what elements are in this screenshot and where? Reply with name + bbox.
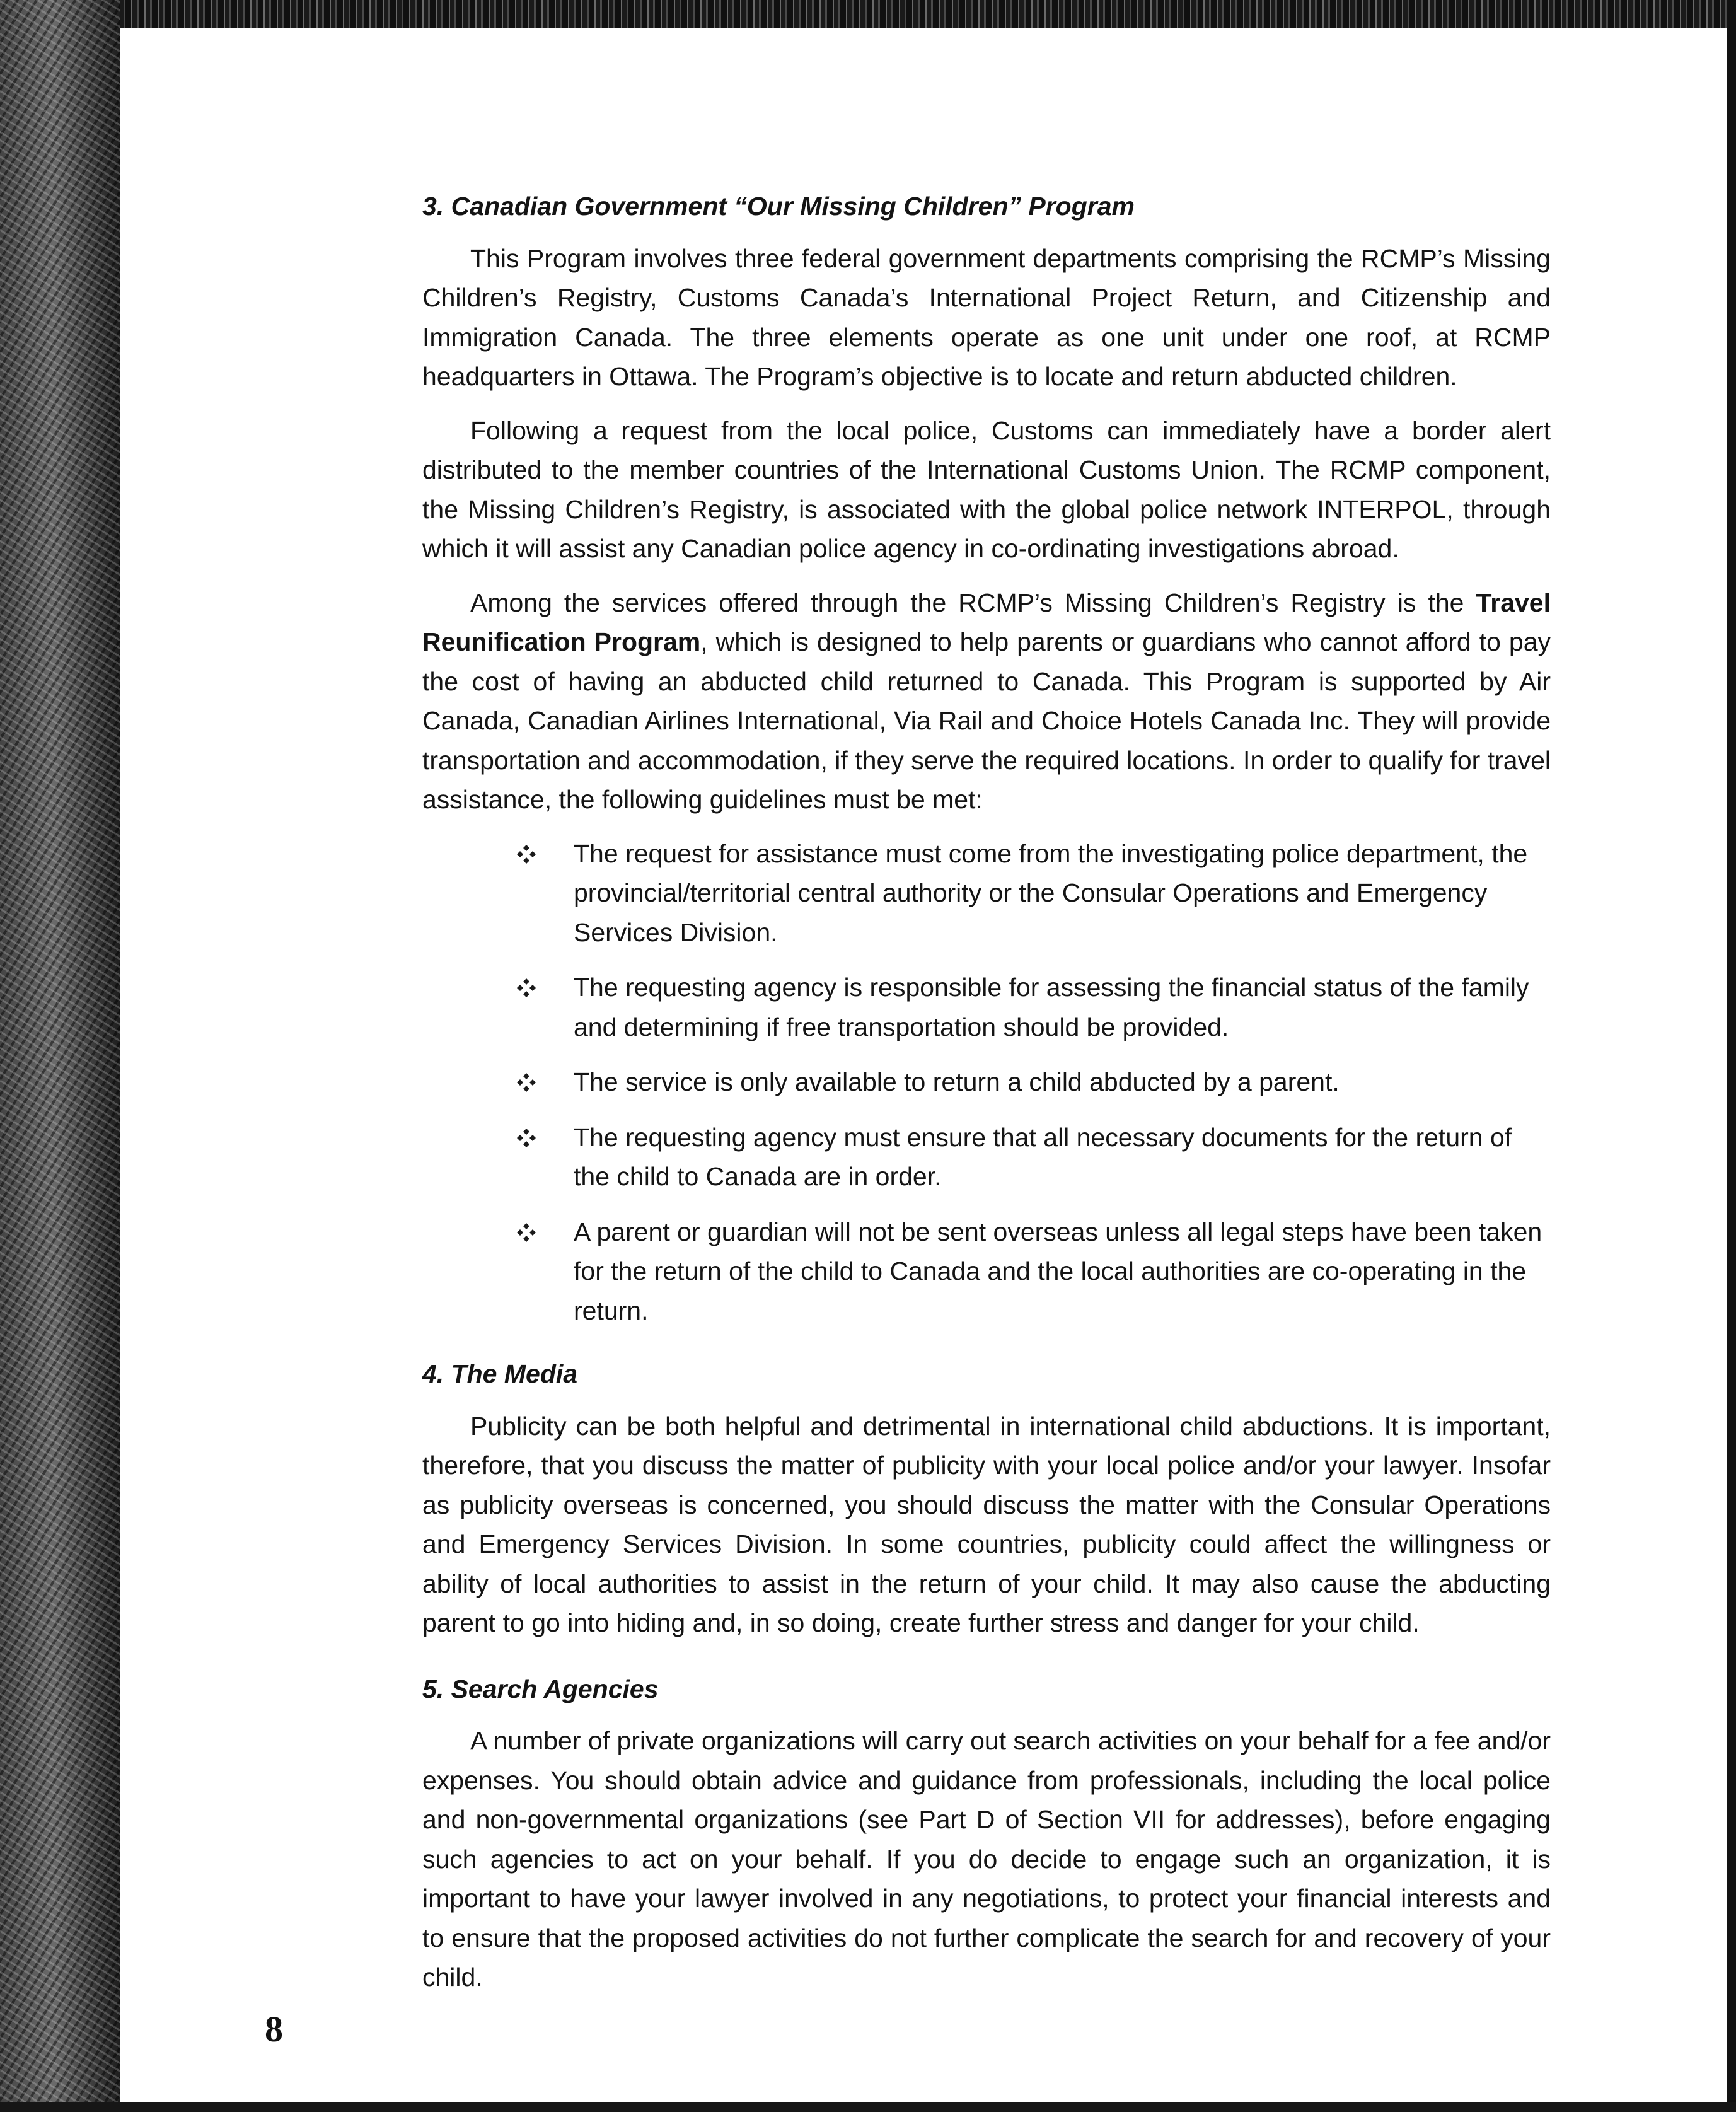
four-diamond-bullet-icon <box>516 1222 537 1243</box>
scan-right-edge <box>1727 0 1736 2112</box>
paragraph-3-rest: , which is designed to help parents or guardians who cannot afford to pay the cost of having an abducted child returned to Canada. This Program is supported by Air Canada, Canadian Airlines International, Via Rail and Choice Hotels Canada Inc. They will provide transportation and accommodation, if they serve the required locations. In order to qualify for travel assistance, the following guidelines must be met: <box>422 627 1551 814</box>
guideline-text: The request for assistance must come from the investigating police department, the provincial/territorial central authority or the Consular Operations and Emergency Services Division. <box>574 838 1528 947</box>
guidelines-list <box>422 834 1551 1331</box>
section-5-paragraph-1: A number of private organizations will carry out search activities on your behalf for a fee and/or expenses. You should obtain advice and guidance from professionals, including the local police and non-governmental organizations (see Part D of Section VII for addresses), before engaging such agencies to act on your behalf. If you do decide to engage such an organization, it is important to have your lawyer involved in any negotiations, to protect your financial interests and to ensure that the proposed activities do not further complicate the search for and recovery of your child. <box>422 1726 1551 1992</box>
list-item <box>574 834 1551 953</box>
section-3-paragraph-2: Following a request from the local police, Customs can immediately have a border alert distributed to the member countries of the International Customs Union. The RCMP component, the Missing Children’s Registry, is associated with the global police network INTERPOL, through which it will assist any Canadian police agency in co-ordinating investigations abroad. <box>422 415 1551 563</box>
list-item <box>574 1212 1551 1331</box>
page-number: 8 <box>265 2009 283 2050</box>
paragraph-3-intro: Among the services offered through the RCMP’s Missing Children’s Registry is the <box>470 588 1476 617</box>
section-3-paragraph-3 <box>422 583 1551 820</box>
guideline-text: A parent or guardian will not be sent overseas unless all legal steps have been taken for the return of the child to Canada and the local authorities are co-operating in the return. <box>574 1217 1542 1325</box>
section-3-paragraph-1: This Program involves three federal government departments comprising the RCMP’s Missing Children’s Registry, Customs Canada’s International Project Return, and Citizenship and Immigration Canada. The three elements operate as one unit under one roof, at RCMP headquarters in Ottawa. The Program’s objective is to locate and return abducted children. <box>422 243 1551 391</box>
list-item <box>574 968 1551 1047</box>
list-item <box>574 1118 1551 1197</box>
guideline-text: The requesting agency is responsible for assessing the financial status of the family and determining if free transportation should be provided. <box>574 973 1529 1041</box>
scan-binding-edge <box>0 0 120 2112</box>
four-diamond-bullet-icon <box>516 1127 537 1149</box>
section-3 <box>422 187 1551 1330</box>
section-3-heading: 3. Canadian Government “Our Missing Children” Program <box>422 192 1135 221</box>
four-diamond-bullet-icon <box>516 977 537 999</box>
section-5 <box>422 1669 1551 1997</box>
page-content <box>422 187 1551 2012</box>
guideline-text: The service is only available to return a child abducted by a parent. <box>574 1067 1340 1096</box>
travel-reunification-program-term: Travel Reunification Program <box>422 588 1551 656</box>
section-5-heading: 5. Search Agencies <box>422 1674 659 1703</box>
four-diamond-bullet-icon <box>516 1072 537 1093</box>
guideline-text: The requesting agency must ensure that all necessary documents for the return of the child to Canada are in order. <box>574 1122 1512 1191</box>
section-4 <box>422 1354 1551 1643</box>
section-4-paragraph-1: Publicity can be both helpful and detrimental in international child abductions. It is important, therefore, that you discuss the matter of publicity with your local police and/or your lawyer. Insofar as publicity overseas is concerned, you should discuss the matter with the Consular Operations and Emergency Services Division. In some countries, publicity could affect the willingness or ability of local authorities to assist in the return of your child. It may also cause the abducting parent to go into hiding and, in so doing, create further stress and danger for your child. <box>422 1411 1551 1637</box>
section-4-heading: 4. The Media <box>422 1359 578 1388</box>
scan-top-edge <box>0 0 1736 28</box>
four-diamond-bullet-icon <box>516 844 537 865</box>
scan-bottom-edge <box>0 2102 1736 2112</box>
list-item <box>574 1062 1551 1102</box>
